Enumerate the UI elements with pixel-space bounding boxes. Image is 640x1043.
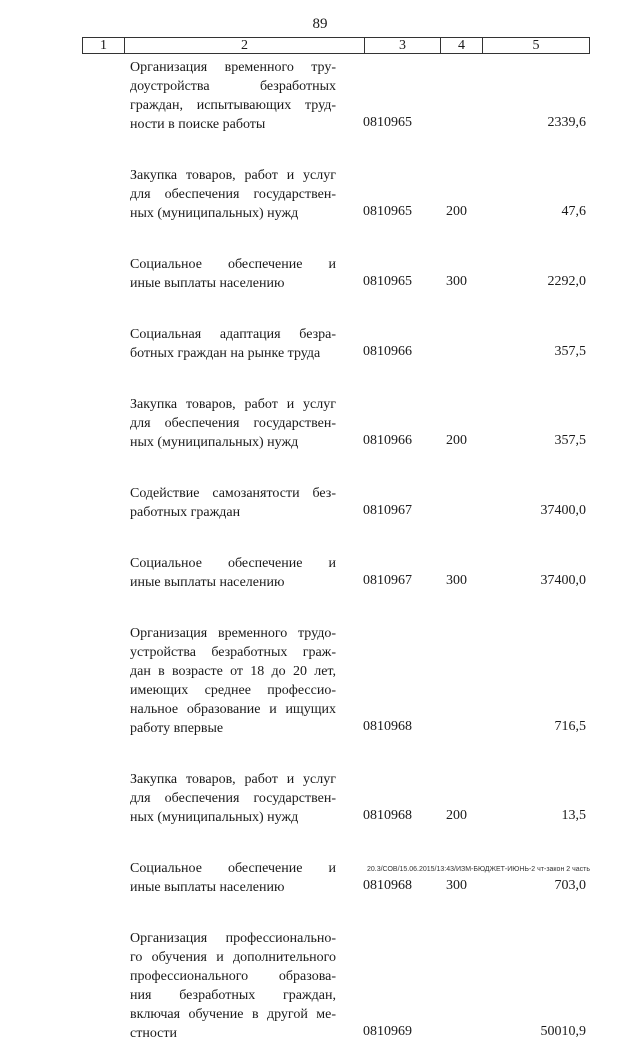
row-expense-type: 300: [446, 878, 467, 893]
row-code: 0810969: [363, 1024, 412, 1039]
row-code: 0810966: [363, 433, 412, 448]
header-col-3: 3: [365, 38, 441, 53]
description-line: Закупка товаров, работ и услуг: [130, 772, 336, 787]
description-line: иные выплаты населению: [130, 575, 285, 590]
description-line: ботных граждан на рынке труда: [130, 346, 321, 361]
description-line: граждан, испытывающих труд-: [130, 98, 336, 113]
row-code: 0810965: [363, 115, 412, 130]
description-line: ных (муниципальных) нужд: [130, 435, 299, 450]
description-line: работу впервые: [130, 721, 224, 736]
row-amount: 47,6: [561, 204, 586, 219]
row-amount: 2292,0: [547, 274, 586, 289]
description-line: Социальное обеспечение и: [130, 257, 336, 272]
row-amount: 13,5: [561, 808, 586, 823]
row-amount: 50010,9: [540, 1024, 586, 1039]
table-header: [82, 37, 590, 54]
row-code: 0810965: [363, 274, 412, 289]
row-description: [130, 929, 336, 1043]
header-col-2: 2: [125, 38, 365, 53]
description-line: стности: [130, 1026, 177, 1041]
row-description: [130, 859, 336, 897]
description-line: Организация профессионально-: [130, 931, 336, 946]
description-line: иные выплаты населению: [130, 880, 285, 895]
row-code: 0810967: [363, 503, 412, 518]
description-line: дан в возрасте от 18 до 20 лет,: [130, 664, 336, 679]
row-amount: 37400,0: [540, 573, 586, 588]
description-line: профессионального образова-: [130, 969, 336, 984]
row-code: 0810968: [363, 878, 412, 893]
page-number: 89: [312, 16, 328, 32]
row-code: 0810968: [363, 719, 412, 734]
row-description: [130, 554, 336, 592]
description-line: Организация временного трудо-: [130, 626, 336, 641]
description-line: Содействие самозанятости без-: [130, 486, 336, 501]
description-line: го обучения и дополнительного: [130, 950, 336, 965]
header-col-4: 4: [441, 38, 483, 53]
row-description: [130, 166, 336, 223]
row-expense-type: 300: [446, 274, 467, 289]
row-expense-type: 300: [446, 573, 467, 588]
description-line: ния безработных граждан,: [130, 988, 336, 1003]
description-line: ных (муниципальных) нужд: [130, 810, 299, 825]
row-code: 0810967: [363, 573, 412, 588]
description-line: для обеспечения государствен-: [130, 791, 336, 806]
description-line: Социальное обеспечение и: [130, 861, 336, 876]
row-expense-type: 200: [446, 204, 467, 219]
row-code: 0810968: [363, 808, 412, 823]
description-line: для обеспечения государствен-: [130, 187, 336, 202]
description-line: иные выплаты населению: [130, 276, 285, 291]
description-line: Организация временного тру-: [130, 60, 336, 75]
row-description: [130, 58, 336, 134]
row-code: 0810965: [363, 204, 412, 219]
row-amount: 357,5: [554, 433, 586, 448]
description-line: Социальная адаптация безра-: [130, 327, 336, 342]
description-line: для обеспечения государствен-: [130, 416, 336, 431]
row-description: [130, 624, 336, 738]
description-line: нальное образование и ищущих: [130, 702, 336, 717]
description-line: ных (муниципальных) нужд: [130, 206, 299, 221]
row-description: [130, 325, 336, 363]
description-line: работных граждан: [130, 505, 241, 520]
header-col-1: 1: [83, 38, 125, 53]
description-line: ности в поиске работы: [130, 117, 266, 132]
row-amount: 37400,0: [540, 503, 586, 518]
row-description: [130, 770, 336, 827]
description-line: устройства безработных граж-: [130, 645, 336, 660]
row-description: [130, 255, 336, 293]
row-description: [130, 395, 336, 452]
row-expense-type: 200: [446, 808, 467, 823]
row-amount: 716,5: [554, 719, 586, 734]
row-code: 0810966: [363, 344, 412, 359]
row-description: [130, 484, 336, 522]
row-amount: 357,5: [554, 344, 586, 359]
header-col-5: 5: [532, 38, 540, 53]
footer-note: 20.3/СОВ/15.06.2015/13:43/ИЗМ-БЮДЖЕТ-ИЮНЬ-2 чт-закон 2 часть: [366, 866, 590, 873]
row-amount: 703,0: [554, 878, 586, 893]
row-expense-type: 200: [446, 433, 467, 448]
description-line: включая обучение в другой ме-: [130, 1007, 336, 1022]
description-line: Социальное обеспечение и: [130, 556, 336, 571]
description-line: доустройства безработных: [130, 79, 336, 94]
description-line: имеющих среднее профессио-: [130, 683, 336, 698]
description-line: Закупка товаров, работ и услуг: [130, 397, 336, 412]
row-amount: 2339,6: [547, 115, 586, 130]
description-line: Закупка товаров, работ и услуг: [130, 168, 336, 183]
